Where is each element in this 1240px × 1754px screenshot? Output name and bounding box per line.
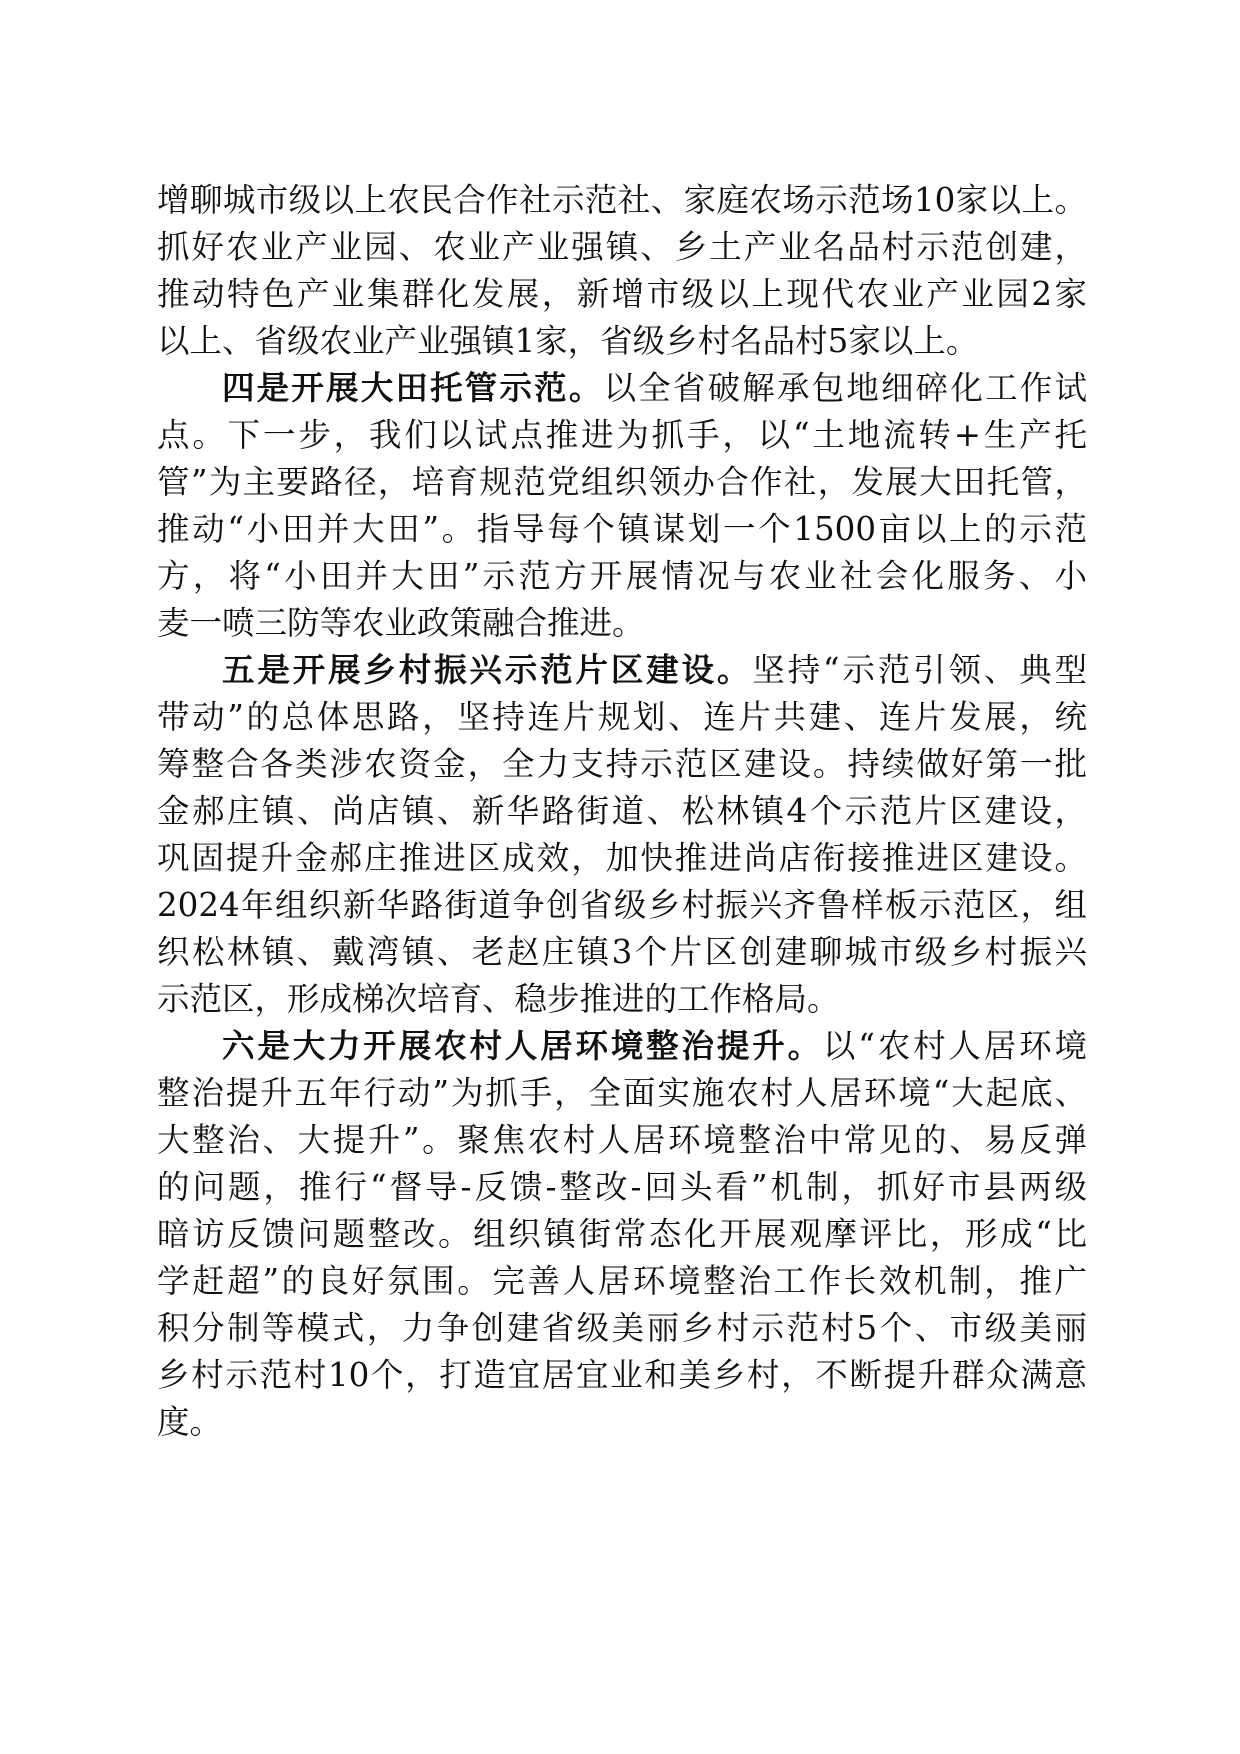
- p2-lead-text: 以全省破解承包地细碎化工作试: [603, 369, 1087, 407]
- p3-line-6: 2024年组织新华路街道争创省级乡村振兴齐鲁样板示范区，组: [157, 886, 1087, 924]
- p3-line-5: 巩固提升金郝庄推进区成效，加快推进尚店衔接推进区建设。: [157, 839, 1087, 877]
- p1-line-2: 抓好农业产业园、农业产业强镇、乡土产业名品村示范创建，: [157, 228, 1087, 266]
- p2-line-2: 点。下一步，我们以试点推进为抓手，以“土地流转+生产托: [157, 416, 1087, 454]
- p1-line-3: 推动特色产业集群化发展，新增市级以上现代农业产业园2家: [157, 275, 1087, 313]
- p3-line-2: 带动”的总体思路，坚持连片规划、连片共建、连片发展，统: [157, 698, 1087, 736]
- p3-line-3: 筹整合各类涉农资金，全力支持示范区建设。持续做好第一批: [157, 745, 1087, 783]
- p4-line-8: 乡村示范村10个，打造宜居宜业和美乡村，不断提升群众满意: [157, 1356, 1087, 1394]
- p4-lead-text: 以“农村人居环境: [822, 1027, 1087, 1065]
- p3-line-1: [222, 646, 1087, 694]
- p4-line-3: 大整治、大提升”。聚焦农村人居环境整治中常见的、易反弹: [157, 1121, 1087, 1159]
- p2-line-4: 推动“小田并大田”。指导每个镇谋划一个1500亩以上的示范: [157, 510, 1087, 548]
- p3-lead-heading: 五是开展乡村振兴示范片区建设。: [222, 650, 753, 689]
- p4-line-6: 学赶超”的良好氛围。完善人居环境整治工作长效机制，推广: [157, 1262, 1087, 1300]
- p4-line-4: 的问题，推行“督导-反馈-整改-回头看”机制，抓好市县两级: [157, 1168, 1087, 1206]
- p2-lead-heading: 四是开展大田托管示范。: [222, 368, 604, 407]
- p3-line-7: 织松林镇、戴湾镇、老赵庄镇3个片区创建聊城市级乡村振兴: [157, 933, 1087, 971]
- p4-lead-heading: 六是大力开展农村人居环境整治提升。: [222, 1026, 823, 1065]
- p3-line-8: 示范区，形成梯次培育、稳步推进的工作格局。: [157, 980, 840, 1018]
- p3-lead-text: 坚持“示范引领、典型: [752, 651, 1087, 689]
- p4-line-5: 暗访反馈问题整改。组织镇街常态化开展观摩评比，形成“比: [157, 1215, 1087, 1253]
- p2-line-3: 管”为主要路径，培育规范党组织领办合作社，发展大田托管，: [157, 463, 1087, 501]
- p4-line-1: [222, 1022, 1087, 1070]
- p3-line-4: 金郝庄镇、尚店镇、新华路街道、松林镇4个示范片区建设，: [157, 792, 1087, 830]
- p4-line-2: 整治提升五年行动”为抓手，全面实施农村人居环境“大起底、: [157, 1074, 1087, 1112]
- p1-line-4: 以上、省级农业产业强镇1家，省级乡村名品村5家以上。: [157, 322, 979, 360]
- p2-line-1: [222, 364, 1087, 412]
- p4-line-7: 积分制等模式，力争创建省级美丽乡村示范村5个、市级美丽: [157, 1309, 1087, 1347]
- p2-line-5: 方，将“小田并大田”示范方开展情况与农业社会化服务、小: [157, 557, 1087, 595]
- p2-line-6: 麦一喷三防等农业政策融合推进。: [157, 604, 645, 642]
- p1-line-1: 增聊城市级以上农民合作社示范社、家庭农场示范场10家以上。: [157, 181, 1087, 219]
- p4-line-9: 度。: [157, 1403, 223, 1441]
